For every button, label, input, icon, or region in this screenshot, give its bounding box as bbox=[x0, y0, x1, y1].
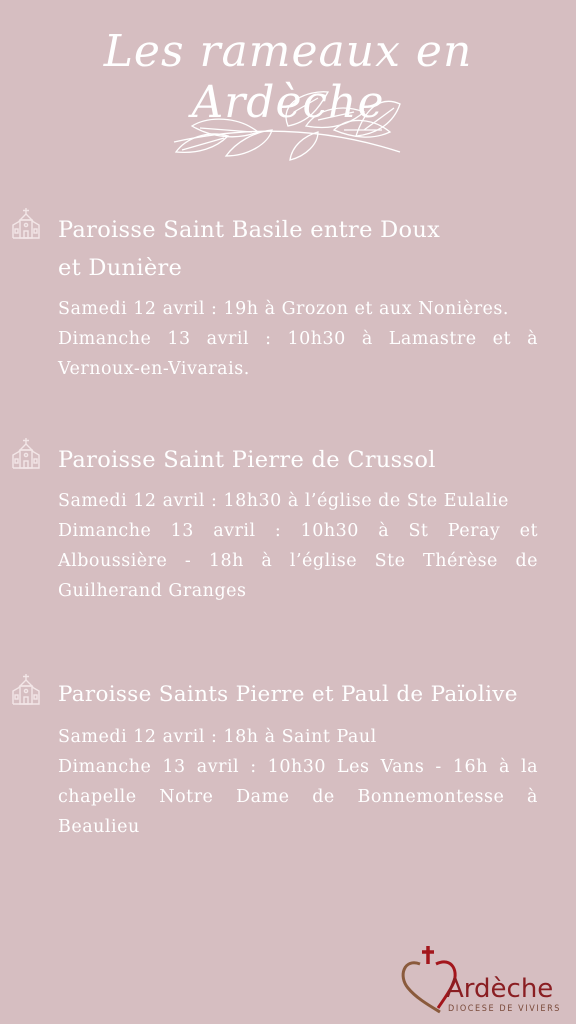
sunday-schedule: Dimanche 13 avril : 10h30 Les Vans - 16h à la chapelle Notre Dame de Bonnemontesse à Beaulieu bbox=[58, 757, 538, 837]
sunday-schedule: Dimanche 13 avril : 10h30 à Lamastre et à Vernoux-en-Vivarais. bbox=[58, 329, 538, 379]
logo-subtitle: DIOCESE DE VIVIERS bbox=[448, 1004, 562, 1014]
mass-schedule bbox=[58, 294, 538, 384]
church-icon bbox=[10, 672, 42, 706]
saturday-schedule: Samedi 12 avril : 18h à Saint Paul bbox=[58, 727, 377, 747]
diocese-logo bbox=[398, 942, 566, 1020]
sunday-schedule: Dimanche 13 avril : 10h30 à St Peray et Alboussière - 18h à l’église Ste Thérèse de Guilherand Granges bbox=[58, 521, 538, 601]
church-icon bbox=[10, 436, 42, 470]
page-title: Les rameaux en Ardèche bbox=[103, 26, 473, 128]
church-icon bbox=[10, 206, 42, 240]
parish-heading: Paroisse Saints Pierre et Paul de Païolive bbox=[58, 682, 518, 707]
saturday-schedule: Samedi 12 avril : 19h à Grozon et aux Nonières. bbox=[58, 299, 509, 319]
logo-name: Ardèche bbox=[446, 974, 554, 1004]
olive-branch-icon bbox=[168, 82, 408, 162]
mass-schedule bbox=[58, 486, 538, 606]
parish-heading: Paroisse Saint Pierre de Crussol bbox=[58, 447, 436, 473]
saturday-schedule: Samedi 12 avril : 18h30 à l’église de Ste Eulalie bbox=[58, 491, 509, 511]
mass-schedule bbox=[58, 722, 538, 842]
parish-heading: Paroisse Saint Basile entre Doux et Dunière bbox=[58, 217, 441, 281]
